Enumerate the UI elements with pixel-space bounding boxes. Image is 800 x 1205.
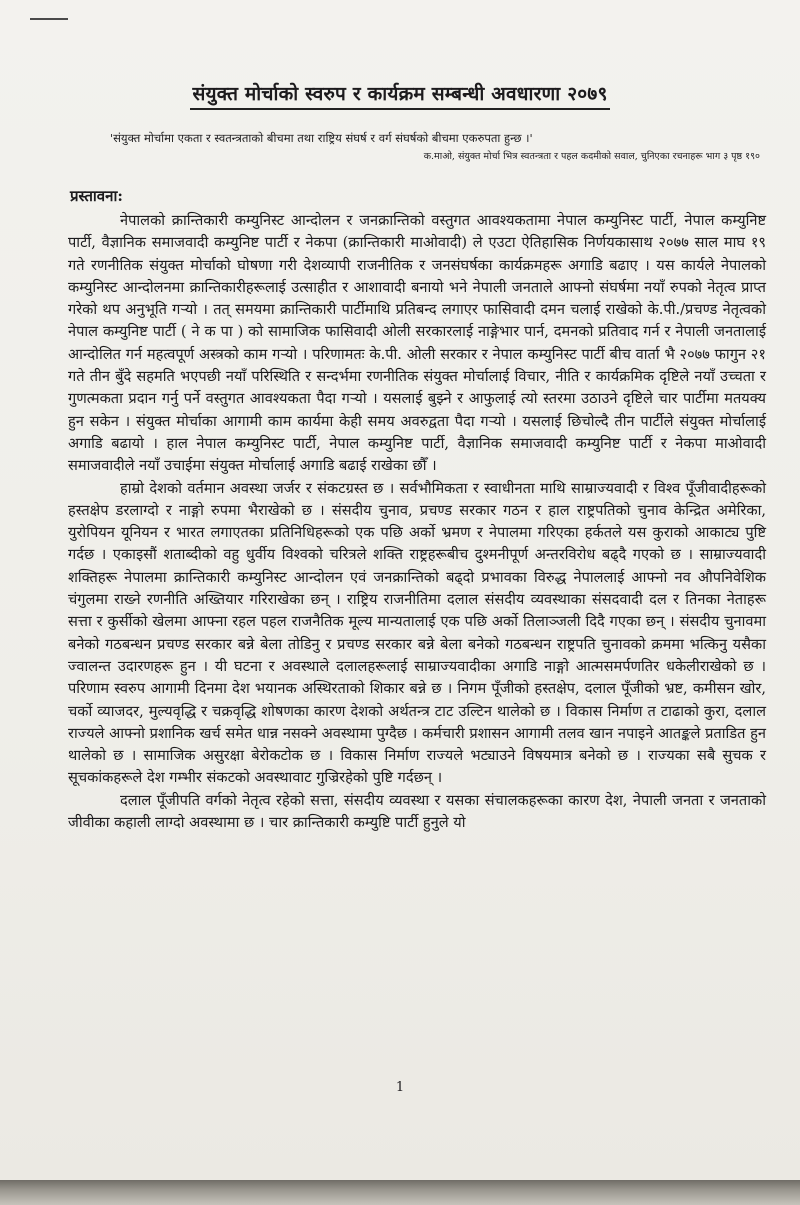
title-container [0, 80, 800, 110]
section-heading: प्रस्तावना: [70, 187, 123, 205]
page-number: 1 [395, 1080, 405, 1095]
paragraph: दलाल पूँजीपति वर्गको नेतृत्व रहेको सत्ता, संसदीय व्यवस्था र यसका संचालकहरूका कारण देश, नेपाली जनता र जनताको जीवीका कहाली लाग्दो अवस्थामा छ । चार क्रान्तिकारी कम्युष्टि पार्टी हुनुले यो [68, 791, 766, 832]
epigraph-quote: 'संयुक्त मोर्चामा एकता र स्वतन्त्रताको बीचमा तथा राष्ट्रिय संघर्ष र वर्ग संघर्षको बीचमा एकरुपता हुन्छ ।' [110, 131, 533, 145]
document-body [68, 210, 766, 834]
epigraph-source: क.माओ, संयुक्त मोर्चा भित्र स्वतन्त्रता र पहल कदमीको सवाल, चुनिएका रचनाहरू भाग ३ पृष्ठ १९० [423, 151, 760, 162]
document-title: संयुक्त मोर्चाको स्वरुप र कार्यक्रम सम्बन्धी अवधारणा २०७९ [190, 80, 609, 110]
corner-mark [30, 18, 68, 20]
paragraph: हाम्रो देशको वर्तमान अवस्था जर्जर र संकटग्रस्त छ । सर्वभौमिकता र स्वाधीनता माथि साम्राज्यवादी र विश्व पूँजीवादीहरूको हस्तक्षेप डरलाग्दो र नाङ्गो रुपमा भैराखेको छ । संसदीय चुनाव, प्रचण्ड सरकार गठन र हाल राष्ट्रपतिको चुनाव केन्द्रित अमेरिका, युरोपियन यूनियन र भारत लगाएतका प्रतिनिधिहरूको एक पछि अर्को भ्रमण र नेपालमा गरिएका हर्कतले यस कुराको आकाट्य पुष्टि गर्दछ । एकाइसौं शताब्दीको वहु धुर्वीय विश्वको चरित्रले शक्ति राष्ट्रहरूबीच दुश्मनीपूर्ण अन्तरविरोध बढ्दै गएको छ । साम्राज्यवादी शक्तिहरू नेपालमा क्रान्तिकारी कम्युनिस्ट आन्दोलन एवं जनक्रान्तिको बढ्दो प्रभावका विरुद्ध नेपाललाई आफ्नो नव औपनिवेशिक चंगुलमा राख्ने रणनीति अख्तियार गरिराखेका छन् । राष्ट्रिय राजनीतिमा दलाल संसदीय व्यवस्थाका संसदवादी दल र तिनका नेताहरू सत्ता र कुर्सीको खेलमा आफ्ना रहल पहल राजनैतिक मूल्य मान्यतालाई एक पछि अर्को तिलाञ्जली दिदै गएका छन् । संसदीय चुनावमा बनेको गठबन्धन प्रचण्ड सरकार बन्ने बेला तोडिनु र प्रचण्ड सरकार बन्ने बेला बनेको गठबन्धन राष्ट्रपति चुनावको क्रममा भत्किनु यसैका ज्वालन्त उदारणहरू हुन । यी घटना र अवस्थाले दलालहरूलाई साम्राज्यवादीका अगाडि नाङ्गो आत्मसमर्पणतिर धकेलीराखेको छ । परिणाम स्वरुप आगामी दिनमा देश भयानक अस्थिरताको शिकार बन्ने छ । निगम पूँजीको हस्तक्षेप, दलाल पूँजीको भ्रष्ट, कमीसन खोर, चर्को व्याजदर, मुल्यवृद्धि र चक्रवृद्धि शोषणका कारण देशको अर्थतन्त्र टाट उल्टिन थालेको छ । विकास निर्माण त टाढाको कुरा, दलाल राज्यले आफ्नो प्रशानिक खर्च समेत धान्न नसक्ने अवस्थामा पुग्दैछ । कर्मचारी प्रशासन आगामी तलव खान नपाइने आतङ्कले प्रताडित हुन थालेको छ । सामाजिक असुरक्षा बेरोकटोक छ । विकास निर्माण राज्यले भट्याउने विषयमात्र बनेको छ । राज्यका सबै सुचक र सूचकांकहरूले देश गम्भीर संकटको अवस्थावाट गुज्रिरहेको पुष्टि गर्दछन् । [68, 479, 766, 787]
paragraph: नेपालको क्रान्तिकारी कम्युनिस्ट आन्दोलन र जनक्रान्तिको वस्तुगत आवश्यकतामा नेपाल कम्युनिस्ट पार्टी, नेपाल कम्युनिष्ट पार्टी, वैज्ञानिक समाजवादी कम्युनिष्ट पार्टी र नेकपा (क्रान्तिकारी माओवादी) ले एउटा ऐतिहासिक निर्णयकासाथ २०७७ साल माघ १९ गते रणनीतिक संयुक्त मोर्चाको घोषणा गरी देशव्यापी राजनीतिक र जनसंघर्षका कार्यक्रमहरू अगाडि बढाए । यस कार्यले नेपालको कम्युनिस्ट आन्दोलनमा क्रान्तिकारीहरूलाई उत्साहीत र आशावादी बनायो भने नेपाली जनताले आफ्नो संघर्षमा नयाँ रुपको नेतृत्व प्राप्त गरेको थप अनुभूति गऱ्यो । तत् समयमा क्रान्तिकारी पार्टीमाथि प्रतिबन्द लगाएर फासिवादी दमन चलाई राखेको के.पी./प्रचण्ड नेतृत्वको नेपाल कम्युनिष्ट पार्टी ( ने क पा ) को सामाजिक फासिवादी ओली सरकारलाई नाङ्गेभार पार्न, दमनको प्रतिवाद गर्न र नेपाली जनतालाई आन्दोलित गर्न महत्वपूर्ण अस्त्रको काम गऱ्यो । परिणामतः के.पी. ओली सरकार र नेपाल कम्युनिस्ट पार्टी बीच वार्ता भै २०७७ फागुन २१ गते तीन बुँदे सहमति भएपछी नयाँ परिस्थिति र सन्दर्भमा रणनीतिक संयुक्त मोर्चालाई विचार, नीति र कार्यक्रमिक दृष्टिले नयाँ उच्चता र गुणत्मकता प्रदान गर्नु पर्ने वस्तुगत आवश्यकता पैदा गऱ्यो । यसलाई बुझ्ने र आफुलाई त्यो स्तरमा उठाउने दृष्टिले चार पार्टीमा मतयक्य हुन सकेन । संयुक्त मोर्चाका आगामी काम कार्यमा केही समय अवरुद्वता पैदा गऱ्यो । यसलाई छिचोल्दै तीन पार्टीले संयुक्त मोर्चालाई अगाडि बढायो । हाल नेपाल कम्युनिस्ट पार्टी, नेपाल कम्युनिष्ट पार्टी, वैज्ञानिक समाजवादी कम्युनिष्ट पार्टी र नेकपा माओवादी समाजवादीले नयाँ उचाईमा संयुक्त मोर्चालाई अगाडि बढाई राखेका छौँ । [68, 212, 766, 475]
scan-edge-shadow [0, 1180, 800, 1205]
